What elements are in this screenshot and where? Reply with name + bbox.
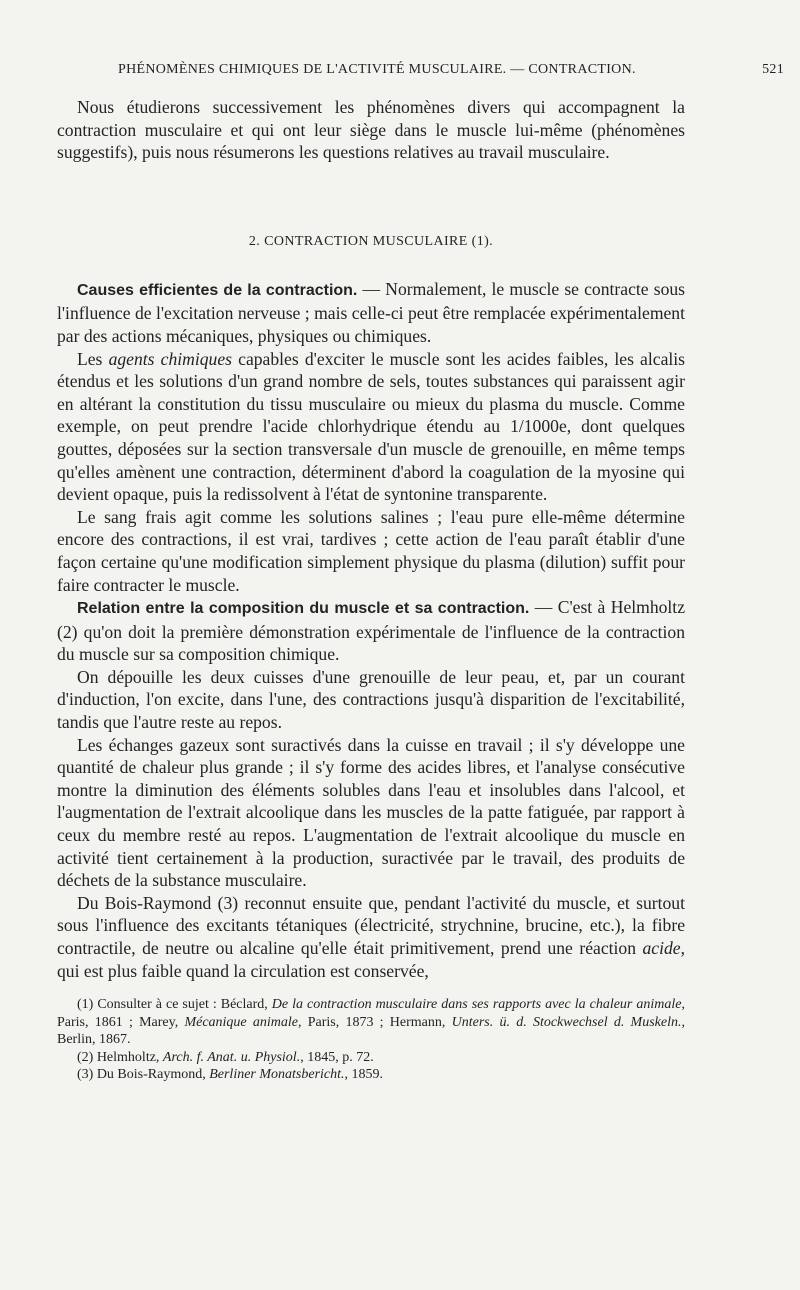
- fn3-lead: (3) Du Bois-Raymond,: [77, 1067, 210, 1083]
- fn3-italic: Berliner Monatsbericht.: [209, 1067, 345, 1083]
- fn1-italic2: Mécanique animale: [184, 1014, 298, 1030]
- agents-italic: agents chimiques: [108, 348, 232, 369]
- section-title: 2. CONTRACTION MUSCULAIRE (1).: [248, 233, 494, 249]
- causes-paragraph: [57, 278, 685, 348]
- fn2-end: , 1845, p. 72.: [300, 1049, 374, 1065]
- footnote-1: [57, 996, 685, 1049]
- dubois-text: , qui est plus faible quand la circulation est conservée,: [57, 938, 685, 981]
- footnote-3: [57, 1066, 685, 1084]
- fn3-end: , 1859.: [344, 1067, 384, 1083]
- relation-heading: Relation entre la composition du muscle et sa contraction.: [77, 600, 530, 618]
- agents-text: capables d'exciter le muscle sont les acides faibles, les alcalis étendus et les solutions d'un grand nombre de sels, toutes substances qui paraissent agir en altérant la constitution du tissu musculaire ou mieux du plasma du muscle. Comme exemple, on peut prendre l'acide chlorhydrique étendu au 1/1000e, dont quelques gouttes, déposées sur la section transversale d'un muscle de grenouille, en même temps qu'elles amènent une contraction, déterminent d'abord la coagulation de la myosine qui devient opaque, puis la redissolvent à l'état de syntonine transparente.: [57, 348, 685, 505]
- agents-paragraph: [57, 348, 685, 506]
- relation-paragraph: [57, 596, 685, 666]
- causes-text: — Normalement, le muscle se contracte sous l'influence de l'excitation nerveuse ; mais celle-ci peut être remplacée expérimentalement par des actions mécaniques, physiques ou chimiques.: [57, 278, 686, 346]
- causes-heading: Causes efficientes de la contraction.: [77, 281, 358, 299]
- dubois-lead: Du Bois-Raymond (3) reconnut ensuite que, pendant l'activité du muscle, et surtout sous l'influence des excitants tétaniques (électricité, strychnine, brucine, etc.), la fibre contractile, de neutre ou alcaline qu'elle était primitivement, prend une réaction: [57, 892, 685, 958]
- sang-paragraph: Le sang frais agit comme les solutions salines ; l'eau pure elle-même détermine encore des contractions, il est vrai, tardives ; cette action de l'eau paraît établir d'une façon certaine qu'une modification simplement physique du plasma (dilution) suffit pour faire contracter le muscle.: [57, 506, 685, 595]
- page-body: [57, 96, 685, 1084]
- depouille-paragraph: On dépouille les deux cuisses d'une grenouille de leur peau, et, par un courant d'induction, l'on excite, dans l'une, des contractions jusqu'à disparition de l'excitabilité, tandis que l'autre reste au repos.: [57, 666, 685, 733]
- fn2-lead: (2) Helmholtz,: [77, 1049, 163, 1065]
- relation-text: — C'est à Helmholtz (2) qu'on doit la première démonstration expérimentale de l'influence de la contraction du muscle sur sa composition chimique.: [57, 597, 686, 665]
- fn1-lead: (1) Consulter à ce sujet : Béclard,: [77, 997, 272, 1013]
- footnotes: [57, 996, 685, 1084]
- running-header: [118, 62, 784, 78]
- fn1-italic1: De la contraction musculaire dans ses rapports avec la chaleur animale: [271, 997, 682, 1013]
- dubois-paragraph: [57, 892, 685, 982]
- fn1-italic3: Unters. ü. d. Stockwechsel d. Muskeln.: [451, 1014, 682, 1030]
- page-number: 521: [762, 62, 784, 77]
- agents-lead: Les: [77, 348, 109, 369]
- intro-paragraph: Nous étudierons successivement les phénomènes divers qui accompagnent la contraction musculaire et qui ont leur siège dans le muscle lui-même (phénomènes suggestifs), puis nous résumerons les questions relatives au travail musculaire.: [57, 97, 685, 163]
- fn1-mid2: , Paris, 1873 ; Hermann,: [297, 1014, 452, 1030]
- running-title: PHÉNOMÈNES CHIMIQUES DE L'ACTIVITÉ MUSCULAIRE. — CONTRACTION.: [118, 62, 636, 77]
- fn1-mid1: , Paris, 1861 ; Marey,: [57, 997, 685, 1030]
- fn1-end: , Berlin, 1867.: [57, 1014, 685, 1048]
- echanges-paragraph: Les échanges gazeux sont suractivés dans la cuisse en travail ; il s'y développe une quantité de chaleur plus grande ; il s'y forme des acides libres, et l'analyse consécutive montre la diminution des éléments solubles dans l'eau et insolubles dans l'alcool, et l'augmentation de l'extrait alcoolique dans les muscles de la patte fatiguée, par rapport à ceux du membre resté au repos. L'augmentation de l'extrait alcoolique du muscle en activité tient certainement à la production, suractivée par le travail, des produits de déchets de la substance musculaire.: [57, 734, 685, 891]
- dubois-italic: acide: [642, 938, 681, 958]
- fn2-italic: Arch. f. Anat. u. Physiol.: [162, 1049, 301, 1065]
- footnote-2: [57, 1049, 685, 1067]
